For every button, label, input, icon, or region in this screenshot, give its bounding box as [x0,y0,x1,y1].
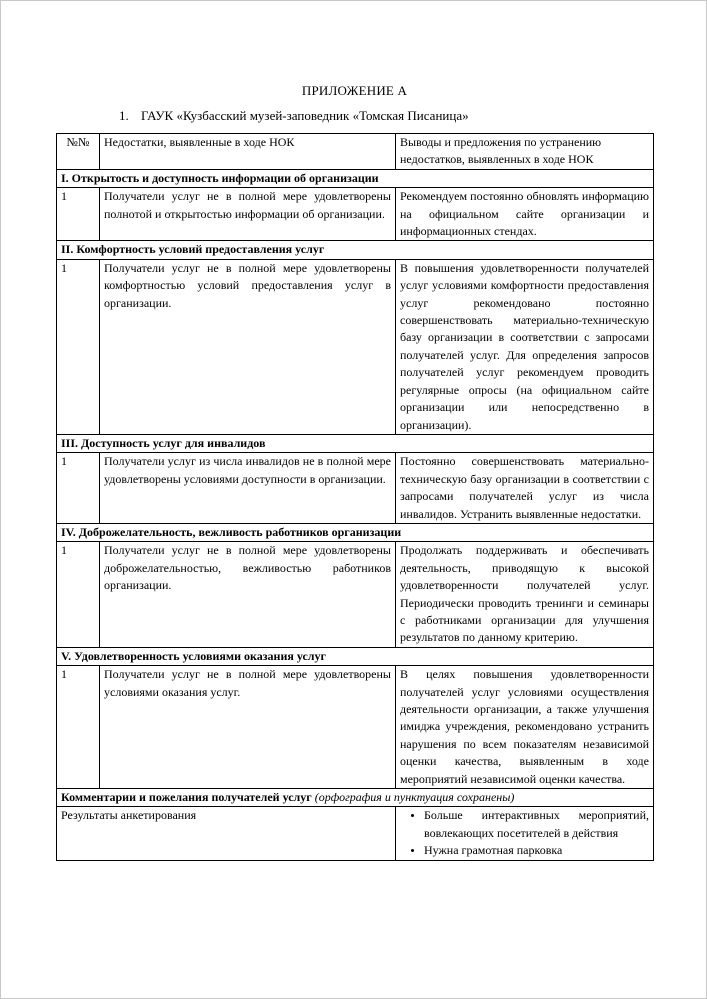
section-title-row [57,169,654,187]
row-proposal: Рекомендуем постоянно обновлять информацию на официальном сайте организации и информационных стендах. [396,188,654,241]
row-deficiency: Получатели услуг не в полной мере удовлетворены доброжелательностью, вежливостью работников организации. [100,542,396,647]
row-number: 1 [57,453,100,524]
section-title-row [57,434,654,452]
deficiencies-table [56,133,654,861]
row-proposal: В целях повышения удовлетворенности получателей услуг условиями осуществления деятельности организации, а также улучшения имиджа учреждения, рекомендовано устранить нарушения по всем показателям независимой оценки качества, выявленным в ходе мероприятий независимой оценки качества. [396,666,654,789]
row-number: 1 [57,542,100,647]
table-header-row [57,134,654,170]
table-row [57,188,654,241]
appendix-title: ПРИЛОЖЕНИЕ А [301,83,408,98]
header-number: №№ [57,134,100,170]
row-deficiency: Получатели услуг не в полной мере удовлетворены полнотой и открытостью информации об организации. [100,188,396,241]
row-deficiency: Получатели услуг из числа инвалидов не в полной мере удовлетворены условиями доступности в организации. [100,453,396,524]
section-title: IV. Доброжелательность, вежливость работников организации [57,523,654,541]
organization-number: 1. [119,108,129,123]
section-title: III. Доступность услуг для инвалидов [57,434,654,452]
row-deficiency: Получатели услуг не в полной мере удовлетворены условиями оказания услуг. [100,666,396,789]
section-title-row [57,647,654,665]
comments-title: Комментарии и пожелания получателей услуг [61,790,312,805]
comments-row [57,807,654,860]
row-deficiency: Получатели услуг не в полной мере удовлетворены комфортностью условий предоставления услуг в организации. [100,259,396,434]
row-number: 1 [57,259,100,434]
row-number: 1 [57,188,100,241]
comments-title-cell [57,789,654,807]
list-item: • Нужна грамотная парковка [424,842,649,859]
section-title: I. Открытость и доступность информации об организации [57,169,654,187]
table-row [57,453,654,524]
header-deficiencies: Недостатки, выявленные в ходе НОК [100,134,396,170]
header-conclusions: Выводы и предложения по устранению недостатков, выявленных в ходе НОК [396,134,654,170]
table-row [57,666,654,789]
organization-heading [119,108,469,124]
row-proposal: Постоянно совершенствовать материально-техническую базу организации в соответствии с запросами получателей услуг из числа инвалидов. Устранить выявленные недостатки. [396,453,654,524]
section-title: II. Комфортность условий предоставления услуг [57,241,654,259]
table-row [57,259,654,434]
row-number: 1 [57,666,100,789]
list-item: • Больше интерактивных мероприятий, вовлекающих посетителей в действия [424,807,649,842]
comments-list-cell [396,807,654,860]
row-proposal: В повышения удовлетворенности получателей услуг условиями комфортности предоставления услуг рекомендовано постоянно совершенствовать материально-техническую базу организации в соответствии с запросами получателей услуг. Для определения запросов получателей услуг рекомендуем проводить регулярные опросы (на официальном сайте организации или непосредственно в организации). [396,259,654,434]
row-proposal: Продолжать поддерживать и обеспечивать деятельность, приводящую к высокой удовлетворенности получателей услуг. Периодически проводить тренинги и семинары с работниками организации для улучшения результатов по данному критерию. [396,542,654,647]
comments-note: (орфография и пунктуация сохранены) [314,790,515,805]
comments-list [400,807,649,859]
table-row [57,542,654,647]
survey-results-label: Результаты анкетирования [57,807,396,860]
comments-title-row [57,789,654,807]
section-title-row [57,523,654,541]
organization-name: ГАУК «Кузбасский музей-заповедник «Томская Писаница» [141,108,469,123]
section-title: V. Удовлетворенность условиями оказания услуг [57,647,654,665]
section-title-row [57,241,654,259]
